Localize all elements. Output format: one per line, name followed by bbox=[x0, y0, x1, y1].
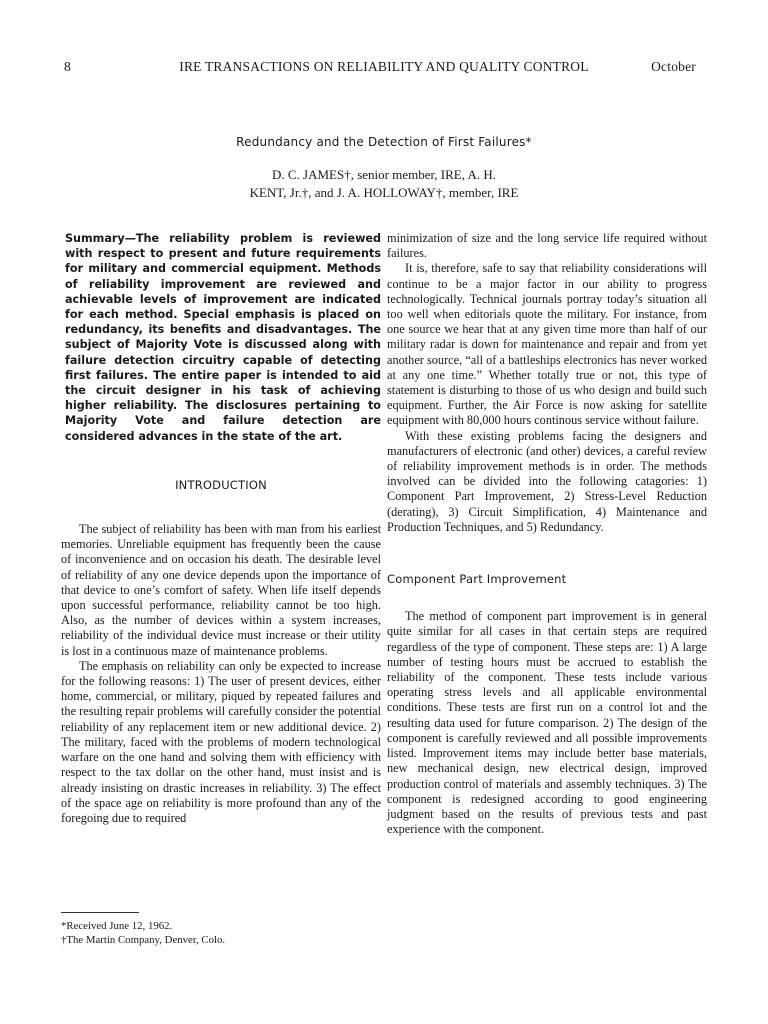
paragraph: The subject of reliability has been with man from his earliest memories. Unreliable equipment has frequently been the cause of inconvenience and on occasion his death. The desirable level of reliability of any one device depends upon the importance of that device to one’s comfort of safety. When life itself depends upon successful performance, reliability cannot be too high. Also, as the number of devices within a system increases, reliability of the individual device must increase or their utility is lost in a continuous maze of maintenance problems. bbox=[61, 522, 381, 658]
paragraph: minimization of size and the long service life required without failures. bbox=[387, 231, 707, 261]
abstract: Summary—The reliability problem is reviewed with respect to present and future requirements for military and commercial equipment. Methods of reliability improvement are reviewed and achievable levels of improvement are indicated for each method. Special emphasis is placed on redundancy, its benefits and disadvantages. The subject of Majority Vote is discussed along with failure detection circuitry capable of detecting first failures. The entire paper is intended to aid the circuit designer in his task of achieving higher reliability. The disclosures pertaining to Majority Vote and failure detection are considered advances in the state of the art. bbox=[65, 232, 381, 443]
paragraph: With these existing problems facing the designers and manufacturers of electronic (and other) devices, a careful review of reliability improvement methods is in order. The methods involved can be divided into the following catagories: 1) Component Part Improvement, 2) Stress-Level Reduction (derating), 3) Circuit Simplification, 4) Maintenance and Production Techniques, and 5) Redundancy. bbox=[387, 428, 707, 534]
author-line: KENT, Jr.†, and J. A. HOLLOWAY†, member, IRE bbox=[249, 185, 519, 200]
section-heading: INTRODUCTION bbox=[175, 477, 267, 492]
footnote-affiliation: †The Martin Company, Denver, Colo. bbox=[61, 934, 226, 946]
paper-title: Redundancy and the Detection of First Failures* bbox=[236, 135, 532, 149]
author-block bbox=[0, 166, 768, 202]
footnote-divider bbox=[61, 912, 139, 913]
footnote-received: *Received June 12, 1962. bbox=[61, 920, 173, 932]
left-column bbox=[61, 231, 381, 826]
paragraph: The emphasis on reliability can only be expected to increase for the following reasons: 1) The user of present devices, either home, commercial, or military, piqued by repeated failures and the resulting repair problems will carefully consider the potential reliability of any replacement item or new additional device. 2) The military, faced with the problems of modern technological warfare on the one hand and solving them with efficiency with respect to the tax dollar on the other hand, must insist and is already insisting on drastic increases in reliability. 3) The effect of the space age on reliability is more profound than any of the foregoing due to required bbox=[61, 658, 381, 825]
issue-month: October bbox=[651, 59, 696, 74]
section-heading: Component Part Improvement bbox=[387, 572, 567, 587]
paragraph: The method of component part improvement is in general quite similar for all cases in that certain steps are required regardless of the type of component. These steps are: 1) A large number of testing hours must be accrued to establish the reliability of the component. These tests include various operating stress levels and all applicable environmental conditions. These tests are first run on a control lot and the resulting data used for future comparison. 2) The design of the component is carefully reviewed and all possible improvements listed. Improvement items may include better base materials, new mechanical design, new electrical design, improved production control of materials and assembly techniques. 3) The component is redesigned according to good engineering judgment based on the results of previous tests and past experience with the component. bbox=[387, 609, 707, 837]
author-line: D. C. JAMES†, senior member, IRE, A. H. bbox=[271, 167, 497, 182]
journal-title: IRE TRANSACTIONS ON RELIABILITY AND QUALITY CONTROL bbox=[179, 59, 589, 74]
running-header bbox=[0, 59, 768, 77]
footnotes bbox=[61, 919, 381, 947]
paragraph: It is, therefore, safe to say that reliability considerations will continue to be a major factor in our ability to progress technologically. Technical journals portray today’s situation all too well when editorials quote the military. For instance, from one source we hear that at any given time more than half of our military radar is down for maintenance and repair and from yet another source, “all of a battleships electronics has never worked at any one time.” Whether totally true or not, this type of statement is disturbing to those of us who design and build such equipment. Further, the Air Force is now asking for satellite equipment with 80,000 hours continous service without failure. bbox=[387, 261, 707, 428]
page-number: 8 bbox=[64, 59, 71, 74]
right-column bbox=[387, 231, 707, 837]
